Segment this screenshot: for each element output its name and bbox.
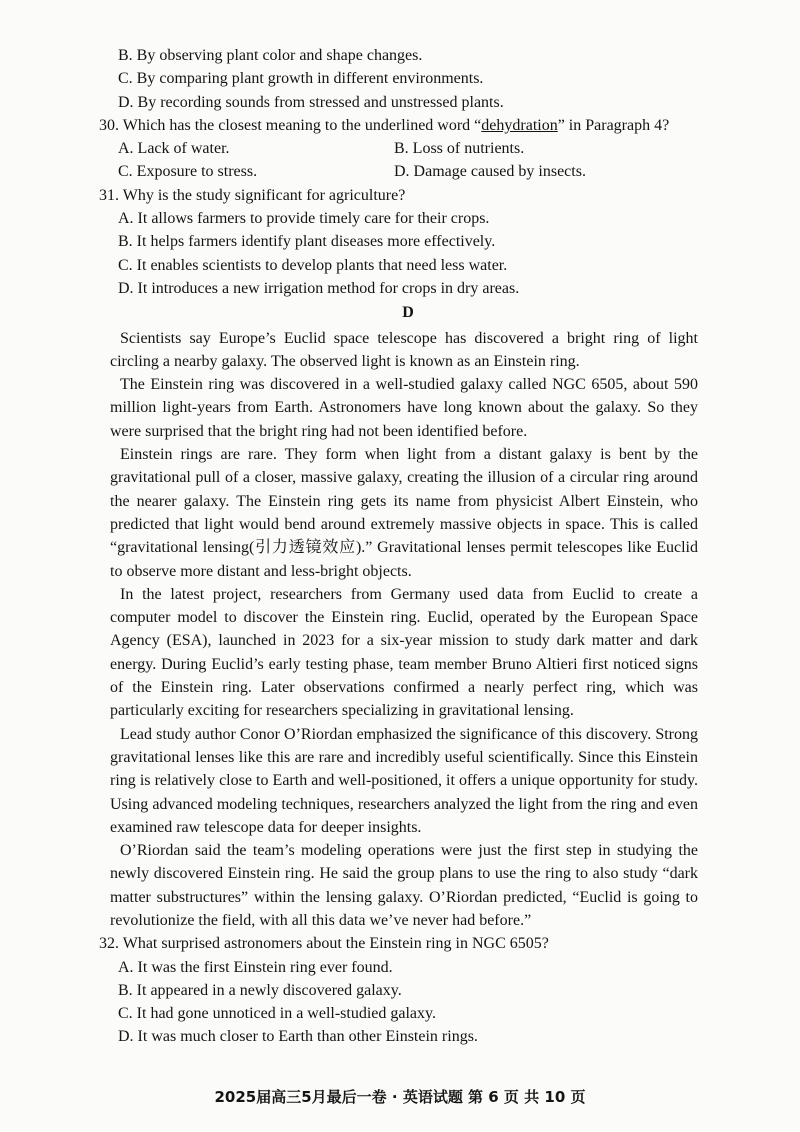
page-footer: 2025届高三5月最后一卷 · 英语试题 第 6 页 共 10 页: [214, 1088, 586, 1106]
passage-d: [110, 327, 698, 933]
page-content: [99, 44, 698, 1049]
section-label: D: [402, 304, 414, 322]
passage-paragraph-4: In the latest project, researchers from Germany used data from Euclid to create a computer model to discover the Einstein ring. Euclid, operated by the European Space Agency (ESA), launched in 2023 for a six-year mission to study dark matter and dark energy. During Euclid’s early testing phase, team member Bruno Altieri first noticed signs of the Einstein ring. Later observations confirmed a nearly perfect ring, which was particularly exciting for researchers specializing in gravitational lensing.: [110, 585, 698, 720]
question-32: [99, 932, 698, 1048]
q32-stem: 32. What surprised astronomers about the Einstein ring in NGC 6505?: [99, 935, 549, 953]
passage-paragraph-2: The Einstein ring was discovered in a well-studied galaxy called NGC 6505, about 590 million light-years from Earth. Astronomers have long known about the galaxy. So they were surprised that the bright ring had not been identified before.: [110, 376, 698, 440]
q29-option-c: C. By comparing plant growth in different environments.: [118, 70, 484, 88]
q29-options: [118, 44, 698, 114]
q31-option-c: C. It enables scientists to develop plants that need less water.: [118, 256, 508, 274]
q30-option-c: C. Exposure to stress.: [118, 163, 258, 181]
q31-option-b: B. It helps farmers identify plant diseases more effectively.: [118, 233, 496, 251]
passage-paragraph-6: O’Riordan said the team’s modeling operations were just the first step in studying the newly discovered Einstein ring. He said the group plans to use the ring to also study “dark matter substructures” within the lensing galaxy. O’Riordan predicted, “Euclid is going to revolutionize the field, with all this data we’ve never had before.”: [110, 842, 698, 929]
q32-option-c: C. It had gone unnoticed in a well-studied galaxy.: [118, 1005, 436, 1023]
passage-paragraph-1: Scientists say Europe’s Euclid space telescope has discovered a bright ring of light circling a nearby galaxy. The observed light is known as an Einstein ring.: [110, 329, 698, 370]
q30-stem: 30. Which has the closest meaning to the underlined word “dehydration” in Paragraph 4?: [99, 116, 670, 134]
passage-paragraph-3: Einstein rings are rare. They form when light from a distant galaxy is bent by the gravitational pull of a closer, massive galaxy, creating the illusion of a circular ring around the nearer galaxy. The Einstein ring gets its name from physicist Albert Einstein, who predicted that light would bend around extremely massive objects in space. This is called “gravitational lensing(引力透镜效应).” Gravitational lenses permit telescopes like Euclid to observe more distant and less-bright objects.: [110, 446, 698, 580]
q31-option-a: A. It allows farmers to provide timely care for their crops.: [118, 210, 490, 228]
q29-option-d: D. By recording sounds from stressed and unstressed plants.: [118, 93, 504, 111]
question-30: [99, 114, 698, 184]
q32-option-d: D. It was much closer to Earth than other Einstein rings.: [118, 1028, 478, 1046]
q32-option-a: A. It was the first Einstein ring ever found.: [118, 958, 393, 976]
q30-row-2: [118, 160, 698, 183]
q31-stem: 31. Why is the study significant for agriculture?: [99, 186, 406, 204]
q30-option-b: B. Loss of nutrients.: [394, 140, 525, 158]
q30-option-d: D. Damage caused by insects.: [394, 163, 586, 181]
q30-row-1: [118, 137, 698, 160]
passage-paragraph-5: Lead study author Conor O’Riordan emphasized the significance of this discovery. Strong gravitational lenses like this are rare and incredibly useful scientifically. Since this Einstein ring is relatively close to Earth and well-positioned, it offers a unique opportunity for study. Using advanced modeling techniques, researchers analyzed the light from the ring and even examined raw telescope data for deeper insights.: [110, 725, 698, 836]
q29-option-b: B. By observing plant color and shape changes.: [118, 47, 423, 64]
q31-option-d: D. It introduces a new irrigation method for crops in dry areas.: [118, 279, 520, 297]
question-31: [99, 184, 698, 300]
q32-option-b: B. It appeared in a newly discovered galaxy.: [118, 981, 402, 999]
q30-option-a: A. Lack of water.: [118, 140, 230, 158]
underlined-word: dehydration: [481, 116, 558, 134]
